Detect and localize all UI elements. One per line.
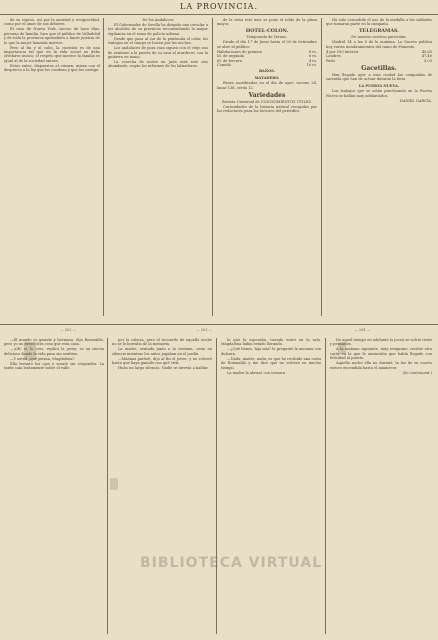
column-divider <box>321 18 322 316</box>
paragraph: A la mañana siguiente, muy temprano, recibió otra carta en la que le anunciaba que había llegado con felicidad al puerto. <box>330 347 432 361</box>
exchange-table <box>326 50 432 63</box>
top-column-2 <box>108 18 208 316</box>
heading-banos: BAÑOS. <box>259 69 275 74</box>
paragraph: de su esposo, así por la amistad y reciprocidad, como por el amor de sus deberes. <box>4 18 100 27</box>
paragraph: —¡Oh! sí, lo creo, replicó la joven; es un rincón delicioso donde la vida pasa sin sentirse. <box>4 347 104 356</box>
paragraph: El Gobernador de Sevilla ha dirigido una circular a los alcaldes de su provincia recomendando la mayor vigilancia en el ramo de policía urbana. <box>108 23 208 36</box>
paragraph: Reses sacrificadas en el día de ayer: vacuno 24, lanar 138, cerda 12. <box>217 81 317 90</box>
paragraph: Ha sido concedido el uso de la medalla a los soldados que tomaron parte en la campaña. <box>326 18 432 27</box>
top-column-3 <box>217 18 317 316</box>
paragraph: El caso de Nueva York, suceso de hace días, persona de familia, hizo que el público de Valladolid y de toda la provincia aprendiera a hacer justicia de lo que la mujer honrada merece. <box>4 27 100 45</box>
paragraph: —El mundo es grande y hermoso, dijo Romualdo, pero yo no deseo otra cosa que esta casa. <box>4 338 104 347</box>
heading-hotel-colon: HOTEL-COLON. <box>245 27 289 34</box>
bottom-column-4 <box>330 338 432 636</box>
price-table <box>217 50 317 68</box>
masthead-title: LA PROVINCIA. <box>180 2 258 11</box>
column-divider <box>103 18 104 316</box>
price-row: Id. de tercera 4 rs. <box>217 58 317 63</box>
paragraph: —Nada, madre, nada; es que he recibido una carta de Romualdo y me dice que no volverá en mucho tiempo. <box>221 356 321 370</box>
section-title: De los Andaluces <box>142 18 174 22</box>
paragraph: Aquella noche ella no durmió; la luz de su cuarto estuvo encendida hasta el amanecer. <box>330 361 432 370</box>
paragraph: Curiosidades de la historia natural recogidas por los redactores para los lectores del periódico. <box>217 105 317 114</box>
paper-stain <box>338 342 346 354</box>
paragraph: De aquel tiempo en adelante la joven se volvió triste y pensativa. <box>330 338 432 347</box>
subheading: Temporada de Verano. <box>246 35 288 40</box>
column-divider <box>325 338 326 634</box>
paragraph: Hubo un largo silencio. Nadie se atrevía a hablar. <box>118 366 209 371</box>
paragraph: Desde el día 1.º de Junio hasta el 30 de Setiembre se abre al público. <box>217 40 317 49</box>
paragraph: por la cabeza, pero el recuerdo de aquella noche no se le borraba de la memoria. <box>112 338 212 347</box>
paragraph: Los trabajos que se están practicando en la Puerta Nueva se hallan muy adelantados. <box>326 89 432 98</box>
paragraph: Estos entes, dispuestos al crimen, miran con el desprecio a la ley que los condena y que los castiga. <box>4 63 100 73</box>
paragraph: lo que la esperaba, cuando entró en la sala. Magdalena había estado llorando. <box>221 338 321 347</box>
paragraph: —Mañana partiré, dijo al fin el joven, y no volveré hasta que haya ganado con qué vivir. <box>112 356 212 366</box>
heading-matadero: MATADERO. <box>254 75 280 80</box>
paragraph: —¿Qué tienes, hija mía? le preguntó la anciana con dulzura. <box>221 347 321 356</box>
paragraph: Desde que pasa al sur de la península el calor, los trabajos en el campo se hacen por las noches. <box>108 36 208 46</box>
top-column-4 <box>326 18 432 316</box>
paper-stain <box>24 342 36 360</box>
exchange-row: 4 por 100 interior 40,65 <box>326 49 432 54</box>
price-row: Comida 10 rs. <box>217 63 317 68</box>
paragraph: La madre, sentada junto a la ventana, cosía en silencio mientras los niños jugaban en el jardín. <box>112 347 212 356</box>
library-watermark: BIBLIOTECA VIRTUAL <box>140 555 323 571</box>
heading-gacetillas: Gacetillas. <box>361 65 397 73</box>
bottom-column-3 <box>221 338 321 636</box>
paper-stain <box>110 478 118 490</box>
folio-number: — 202 — <box>60 328 77 332</box>
bottom-column-1 <box>4 338 104 636</box>
column-divider <box>216 338 217 634</box>
masthead-rule <box>0 14 438 15</box>
heading-variedades: Variedades <box>248 92 286 100</box>
paragraph: Ella levantó los ojos y sonrió sin responder. La tarde caía lentamente sobre el valle. <box>4 361 104 371</box>
exchange-row: París 5,03 <box>326 58 432 63</box>
subheading: De nuestro servicio particular. <box>351 35 407 40</box>
bottom-column-2 <box>112 338 212 636</box>
exchange-row: Londres 47,40 <box>326 54 432 59</box>
folio-separator <box>0 324 438 325</box>
heading-telegramas: TELEGRAMAS. <box>358 27 400 34</box>
paragraph: de la vista este mes se pone el toldo de la plaza mayor. <box>217 18 317 27</box>
price-row: Id. de segunda 6 rs. <box>217 54 317 59</box>
heading-puerta-nueva: LA PUERTA NUEVA. <box>358 83 400 88</box>
paragraph: Han llegado ayer a esta ciudad las compañías de zarzuela que han de actuar durante la feria. <box>326 73 432 82</box>
paragraph: —Y usted ¿qué piensa, Magdalena? <box>10 356 75 361</box>
paragraph: Pero al fin y al cabo, la cuestión es de una importancia tal que en la vida social no debe olvidarse nunca; el respeto que merece la familia es igual al de la sociedad entera. <box>4 45 100 63</box>
subheading: Revista Universal de CONOCIMIENTOS ÚTILES. <box>222 100 312 105</box>
continuation-note: (Se continuará.) <box>402 370 432 375</box>
signature: DANIEL GARCÍA. <box>399 98 432 103</box>
folio-number: — 203 — <box>196 328 213 332</box>
paragraph: La cosecha de aceite en Jaén será este año abundante, según los informes de los labradores. <box>108 60 208 69</box>
price-row: Habitaciones de primera 8 rs. <box>217 49 317 54</box>
folio-number: — 204 — <box>354 328 371 332</box>
paragraph: Los andaluces de pura raza siguen con el viejo uso de sentarse a la puerta de su casa al atardecer, con la guitarra en mano. <box>108 46 208 60</box>
column-divider <box>107 338 108 634</box>
top-column-1 <box>4 18 100 316</box>
paragraph: La madre la abrazó con ternura. <box>227 370 287 375</box>
paragraph: Madrid 14 a las 8 de la mañana. La Gaceta publica hoy varios nombramientos del ramo de Fomento. <box>326 40 432 49</box>
column-divider <box>212 18 213 316</box>
